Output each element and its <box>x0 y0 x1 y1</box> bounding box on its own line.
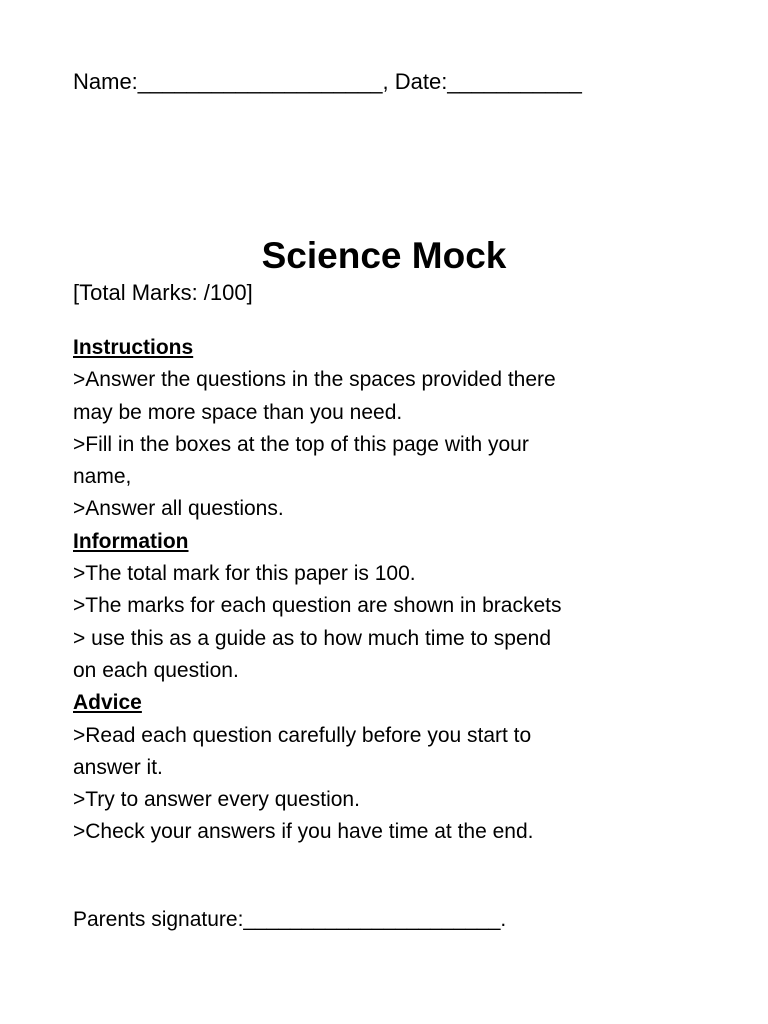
instructions-line: >Fill in the boxes at the top of this page with your <box>73 432 529 456</box>
information-line: >The marks for each question are shown in brackets <box>73 594 562 618</box>
instructions-line: >Answer all questions. <box>73 497 284 521</box>
exam-guidance <box>73 332 673 849</box>
total-marks: [Total Marks: /100] <box>73 280 253 305</box>
instructions-heading: Instructions <box>73 336 194 359</box>
information-line: on each question. <box>73 658 239 682</box>
information-line: >The total mark for this paper is 100. <box>73 562 416 586</box>
advice-line: >Check your answers if you have time at the end. <box>73 820 534 844</box>
instructions-line: name, <box>73 465 132 489</box>
advice-heading: Advice <box>73 691 142 715</box>
instructions-line: may be more space than you need. <box>73 400 403 424</box>
advice-line: >Try to answer every question. <box>73 788 360 812</box>
name-date-line: Name:____________________, Date:___________ <box>73 69 582 94</box>
instructions-line: >Answer the questions in the spaces provided there <box>73 368 556 392</box>
parents-signature-line: Parents signature:______________________. <box>73 908 507 931</box>
information-heading: Information <box>73 529 189 553</box>
advice-line: answer it. <box>73 755 163 779</box>
advice-line: >Read each question carefully before you start to <box>73 723 532 747</box>
information-line: > use this as a guide as to how much time to spend <box>73 626 552 650</box>
page-title: Science Mock <box>261 235 507 276</box>
